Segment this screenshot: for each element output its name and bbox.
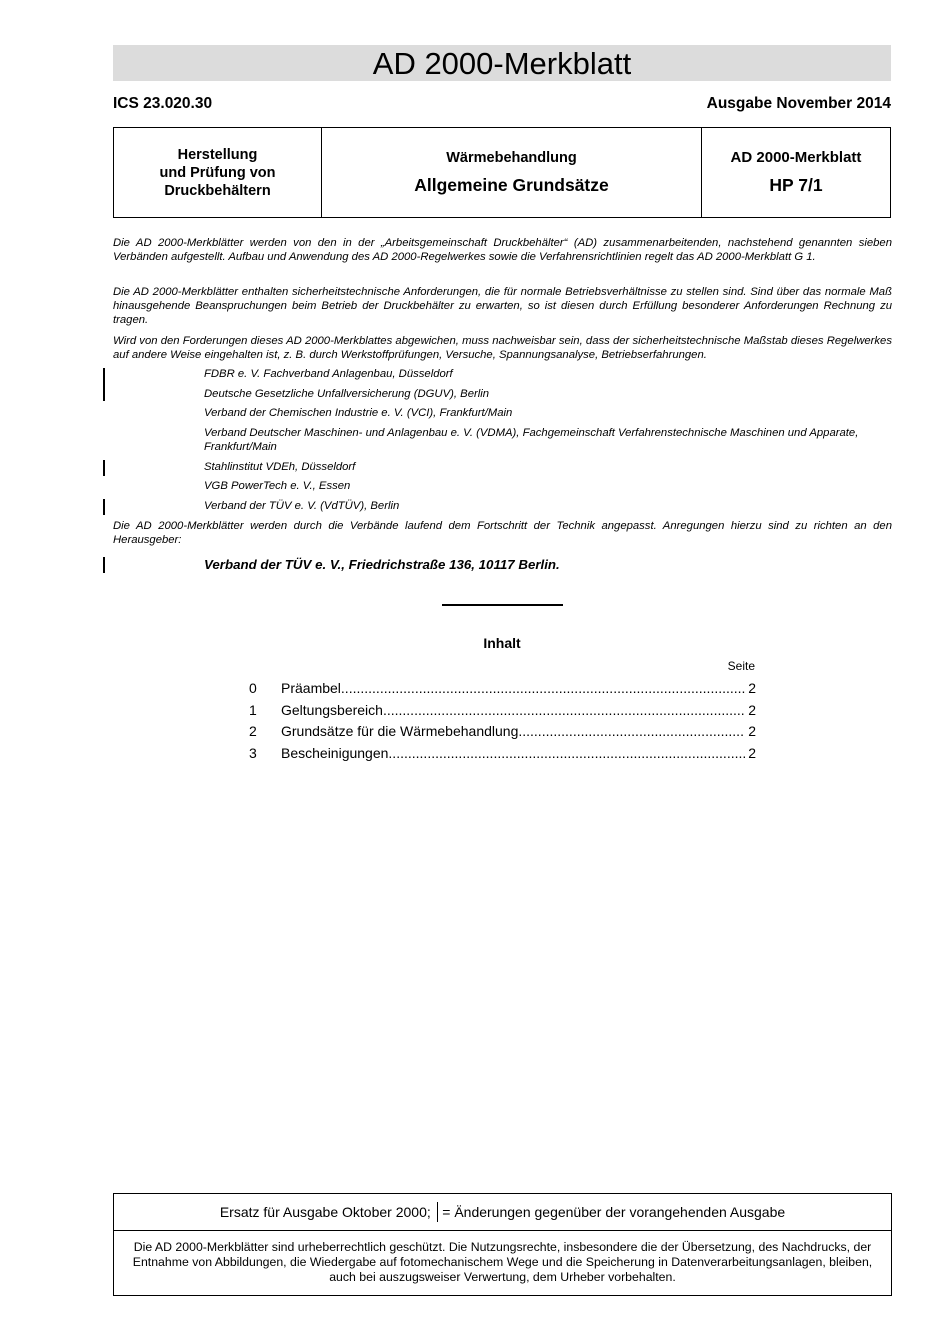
intro-paragraph: Die AD 2000-Merkblätter enthalten sicherheitstechnische Anforderungen, die für normale Betriebsverhältnisse zu stellen sind. Sind über das normale Maß hinausgehende Beanspruchungen beim Betrieb der Druckbehälter zu erwarten, so ist diesen durch Erfüllung besonderer Anforderungen Rechnung zu tragen. — [113, 286, 892, 326]
toc-leader-dots — [388, 744, 745, 762]
designation-number: HP 7/1 — [769, 175, 823, 195]
change-bar-symbol — [437, 1202, 439, 1222]
copyright-notice: Die AD 2000-Merkblätter sind urheberrechtlich geschützt. Die Nutzungsrechte, insbesondere die der Übersetzung, des Nachdrucks, der Entnahme von Abbildungen, die Wiedergabe auf fotomechanischem Wege und die Speicherung in Datenverarbeitungsanlagen, bleiben, auch bei auszugsweiser Verwertung, dem Urheber vorbehalten. — [132, 1240, 873, 1284]
change-legend: = Änderungen gegenüber der vorangehenden Ausgabe — [442, 1204, 786, 1220]
title-box-designation — [702, 128, 890, 217]
toc-entry-number: 2 — [249, 723, 257, 739]
toc-leader-dots — [341, 679, 745, 697]
replacement-note: Ersatz für Ausgabe Oktober 2000; — [219, 1204, 431, 1220]
document-title: AD 2000-Merkblatt — [113, 45, 891, 81]
toc-entry-title: Bescheinigungen — [281, 745, 389, 761]
toc-entry[interactable] — [249, 722, 756, 740]
organization-item: Verband der TÜV e. V. (VdTÜV), Berlin — [204, 500, 400, 512]
toc-entry-title: Grundsätze für die Wärmebehandlung — [281, 723, 519, 739]
subject-group: Wärmebehandlung — [446, 149, 577, 166]
subject-title: Allgemeine Grundsätze — [414, 174, 609, 195]
footer-replacement-row — [114, 1194, 891, 1231]
toc-entry-page: 2 — [748, 702, 756, 718]
organization-item: Verband der Chemischen Industrie e. V. (VCI), Frankfurt/Main — [204, 407, 513, 419]
title-box-subject — [322, 128, 702, 217]
toc-entry-title: Präambel — [281, 680, 341, 696]
title-box-category — [114, 128, 322, 217]
organization-item: Stahlinstitut VDEh, Düsseldorf — [204, 461, 356, 473]
toc-entry-page: 2 — [748, 723, 756, 739]
change-bar — [103, 460, 105, 476]
organization-item: VGB PowerTech e. V., Essen — [204, 480, 351, 492]
intro-paragraph: Die AD 2000-Merkblätter werden durch die Verbände laufend dem Fortschritt der Technik angepasst. Anregungen hierzu sind zu richten an den Herausgeber: — [113, 520, 892, 546]
title-box — [113, 127, 891, 218]
designation-series: AD 2000-Merkblatt — [730, 149, 862, 166]
toc-leader-dots — [518, 722, 745, 740]
toc-page-label: Seite — [727, 659, 755, 673]
publisher-address: Verband der TÜV e. V., Friedrichstraße 136, 10117 Berlin. — [204, 557, 560, 572]
toc-entry[interactable] — [249, 701, 756, 719]
toc-entry-page: 2 — [748, 680, 756, 696]
organization-item: FDBR e. V. Fachverband Anlagenbau, Düsseldorf — [204, 368, 453, 380]
category-line: Herstellung — [177, 146, 258, 163]
category-line: und Prüfung von — [159, 164, 276, 181]
organization-item: Deutsche Gesetzliche Unfallversicherung (DGUV), Berlin — [204, 388, 490, 400]
organization-item: Verband Deutscher Maschinen- und Anlagenbau e. V. (VDMA), Fachgemeinschaft Verfahrenstechnische Maschinen und Apparate, Frankfurt/Main — [204, 427, 859, 453]
change-bar — [103, 557, 105, 573]
category-line: Druckbehältern — [164, 182, 271, 199]
toc-entry[interactable] — [249, 744, 756, 762]
toc-entry-number: 1 — [249, 702, 257, 718]
separator-line — [442, 604, 563, 606]
change-bar — [103, 368, 105, 401]
intro-paragraph: Die AD 2000-Merkblätter werden von den in der „Arbeitsgemeinschaft Druckbehälter“ (AD) zusammenarbeitenden, nachstehend genannten sieben Verbänden aufgestellt. Aufbau und Anwendung des AD 2000-Regelwerkes sowie die Verfahrensrichtlinien regelt das AD 2000-Merkblatt G 1. — [113, 237, 892, 263]
intro-paragraph: Wird von den Forderungen dieses AD 2000-Merkblattes abgewichen, muss nachweisbar sein, dass der sicherheitstechnische Maßstab dieses Regelwerkes auf andere Weise eingehalten ist, z. B. durch Werkstoffprüfungen, Versuche, Spannungsanalyse, Betriebserfahrungen. — [113, 335, 892, 361]
toc-heading: Inhalt — [483, 635, 521, 651]
toc-entry-title: Geltungsbereich — [281, 702, 383, 718]
ics-code: ICS 23.020.30 — [113, 95, 213, 112]
toc-entry[interactable] — [249, 679, 756, 697]
toc-entry-number: 0 — [249, 680, 257, 696]
toc-leader-dots — [383, 701, 745, 719]
change-bar — [103, 499, 105, 515]
toc-entry-number: 3 — [249, 745, 257, 761]
footer-box — [113, 1193, 892, 1296]
toc-entry-page: 2 — [748, 745, 756, 761]
edition-date: Ausgabe November 2014 — [706, 95, 891, 112]
